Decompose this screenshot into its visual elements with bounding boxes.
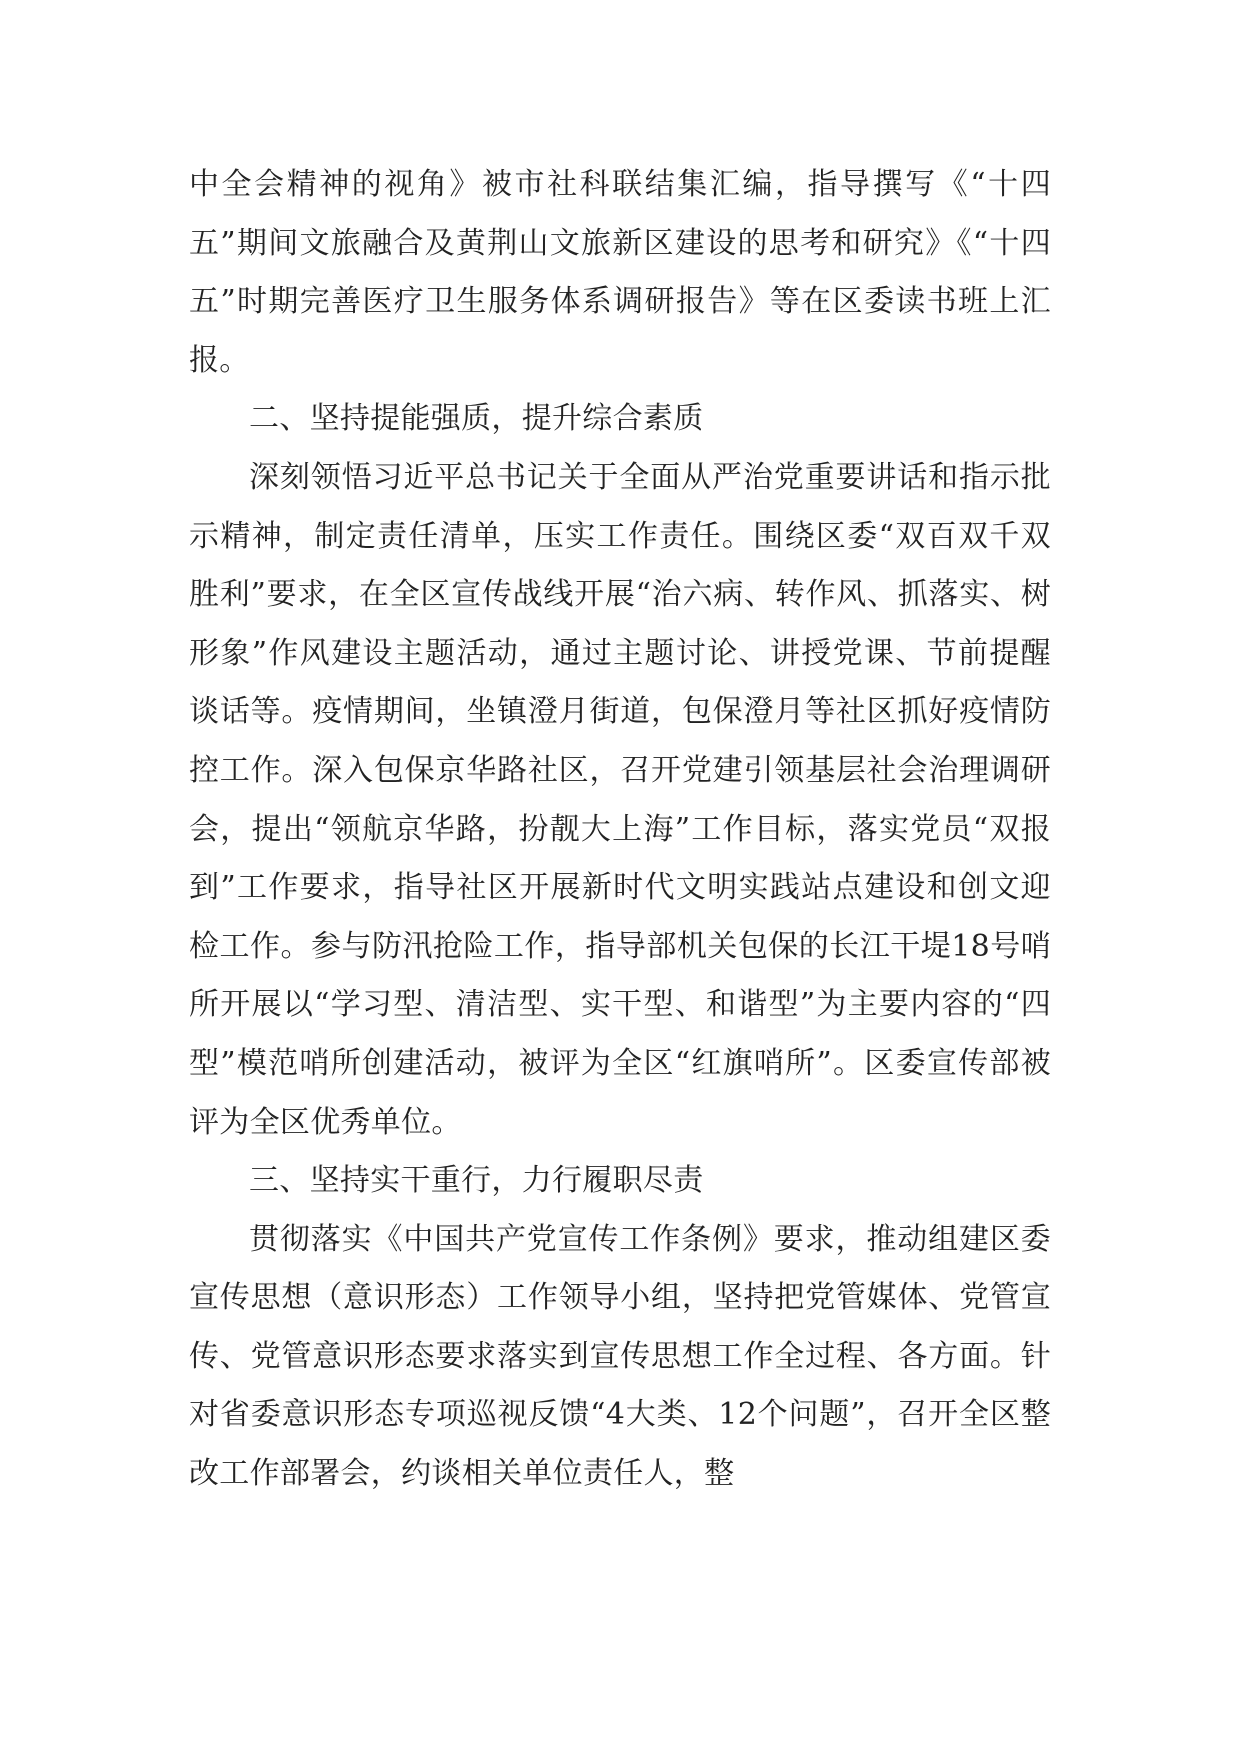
section-heading-2: 二、坚持提能强质，提升综合素质 — [249, 401, 704, 437]
paragraph-section-3-body: 贯彻落实《中国共产党宣传工作条例》要求，推动组建区委宣传思想（意识形态）工作领导小组，坚持把党管媒体、党管宣传、党管意识形态要求落实到宣传思想工作全过程、各方面。针对省委意识形态专项巡视反馈“4大类、12个问题”，召开全区整改工作部署会，约谈相关单位责任人，整 — [189, 1221, 1051, 1492]
section-heading-3: 三、坚持实干重行，力行履职尽责 — [249, 1163, 704, 1199]
document-body — [189, 156, 1051, 1504]
paragraph-section-2-body: 深刻领悟习近平总书记关于全面从严治党重要讲话和指示批示精神，制定责任清单，压实工作责任。围绕区委“双百双千双胜利”要求，在全区宣传战线开展“治六病、转作风、抓落实、树形象”作风建设主题活动，通过主题讨论、讲授党课、节前提醒谈话等。疫情期间，坐镇澄月街道，包保澄月等社区抓好疫情防控工作。深入包保京华路社区，召开党建引领基层社会治理调研会，提出“领航京华路，扮靓大上海”工作目标，落实党员“双报到”工作要求，指导社区开展新时代文明实践站点建设和创文迎检工作。参与防汛抢险工作，指导部机关包保的长江干堤18号哨所开展以“学习型、清洁型、实干型、和谐型”为主要内容的“四型”模范哨所创建活动，被评为全区“红旗哨所”。区委宣传部被评为全区优秀单位。 — [189, 459, 1051, 1140]
paragraph-continuation: 中全会精神的视角》被市社科联结集汇编，指导撰写《“十四五”期间文旅融合及黄荆山文旅新区建设的思考和研究》《“十四五”时期完善医疗卫生服务体系调研报告》等在区委读书班上汇报。 — [189, 167, 1051, 378]
